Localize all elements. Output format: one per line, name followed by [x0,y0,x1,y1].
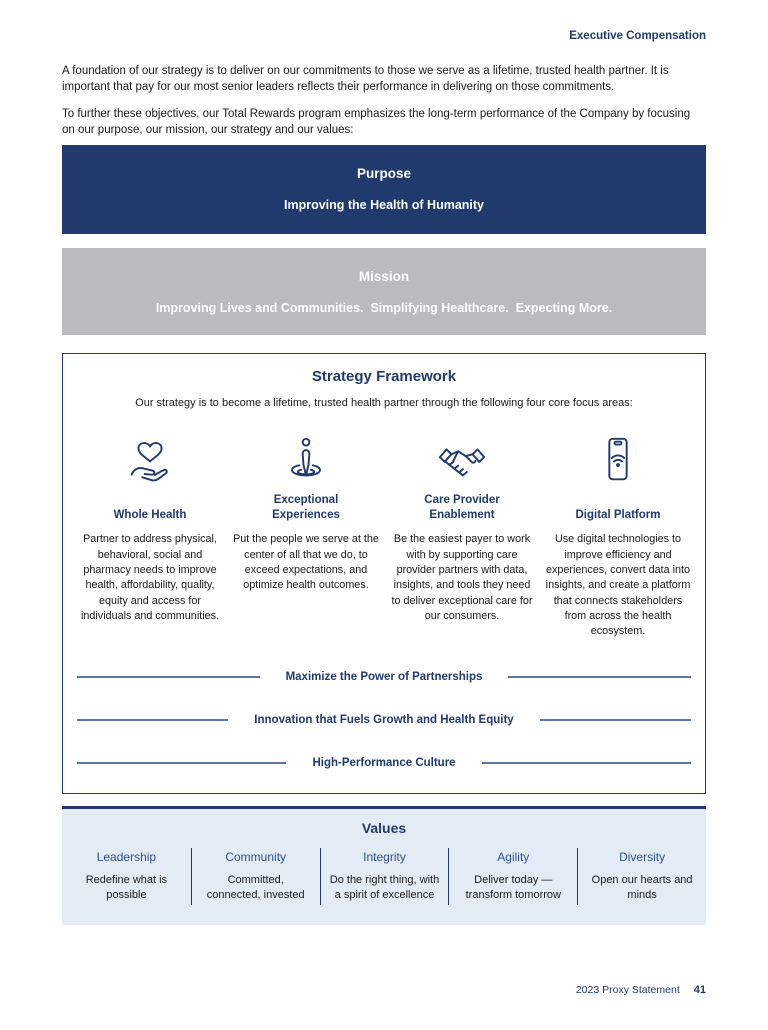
value-name: Agility [497,849,530,864]
handshake-icon [433,431,491,489]
value-description: Committed, connected, invested [206,873,305,901]
value-name: Diversity [619,849,666,864]
value-leadership [62,848,191,906]
mission-text: Improving Lives and Communities. Simplifying Healthcare. Expecting More. [155,301,613,316]
enabler-label: Maximize the Power of Partnerships [285,670,483,683]
focus-area-exceptional-experiences [233,431,379,639]
footer-page-number: 41 [693,984,706,996]
focus-area-whole-health [77,431,223,639]
enabler-rule-left [77,719,228,721]
document-page [0,30,768,925]
purpose-text: Improving the Health of Humanity [283,198,484,213]
enabler-row-innovation [77,714,691,726]
focus-area-description: Use digital technologies to improve efficiency and experiences, convert data into insights, and create a platform that connects stakeholders from across the health ecosystem. [545,533,691,638]
enabler-rule-left [77,762,286,764]
focus-area-care-provider-enablement [389,431,535,639]
footer-document-label: 2023 Proxy Statement [575,984,680,996]
focus-area-description: Be the easiest payer to work with by supporting care provider partners with data, insights, and tools they need to deliver exceptional care for our consumers. [391,533,533,622]
page-footer [576,984,706,996]
value-name: Community [225,849,287,864]
enabler-rule-right [540,719,691,721]
value-agility [448,848,577,906]
value-description: Redefine what is possible [85,873,168,901]
values-panel [62,806,706,926]
focus-area-title: Digital Platform [575,509,661,522]
heart-in-hand-icon [123,431,177,489]
value-community [191,848,320,906]
enabler-rule-right [508,676,691,678]
values-title: Values [361,819,407,836]
focus-areas-grid [77,431,691,639]
value-name: Leadership [96,849,157,864]
intro-paragraphs [62,63,706,138]
person-ripple-icon [279,431,333,489]
purpose-banner [62,145,706,234]
mission-title: Mission [358,269,410,285]
intro-paragraph-1: A foundation of our strategy is to deliver on our commitments to those we serve as a lifetime, trusted health partner. It is important that pay for our most senior leaders reflects their performance in delivering on those commitments. [62,65,669,94]
value-description: Do the right thing, with a spirit of excellence [329,873,440,901]
focus-area-description: Partner to address physical, behavioral, social and pharmacy needs to improve health, affordability, quality, equity and access for individuals and communities. [80,533,220,622]
focus-area-description: Put the people we serve at the center of all that we do, to exceed expectations, and optimize health outcomes. [233,533,379,592]
purpose-title: Purpose [356,166,411,182]
focus-area-title: Whole Health [113,509,187,522]
value-description: Deliver today — transform tomorrow [465,873,561,901]
values-grid [62,848,706,906]
value-name: Integrity [363,849,406,864]
focus-area-digital-platform [545,431,691,639]
focus-area-title: Exceptional Experiences [272,494,340,522]
focus-area-title: Care Provider Enablement [424,494,500,522]
enabler-row-culture [77,757,691,769]
strategy-title: Strategy Framework [311,368,457,386]
enabler-rule-left [77,676,260,678]
section-heading: Executive Compensation [569,30,706,42]
value-description: Open our hearts and minds [591,873,693,901]
intro-paragraph-2: To further these objectives, our Total Rewards program emphasizes the long-term performance of the Company by focusing on our purpose, our mission, our strategy and our values: [62,107,691,136]
smartphone-wifi-icon [591,431,645,489]
enabler-label: High-Performance Culture [312,756,456,769]
enabler-label: Innovation that Fuels Growth and Health Equity [254,713,514,726]
strategy-subtitle: Our strategy is to become a lifetime, trusted health partner through the following four core focus areas: [135,397,633,410]
enabler-row-partnerships [77,671,691,683]
strategy-framework-panel [62,353,706,793]
mission-banner [62,248,706,335]
value-diversity [577,848,706,906]
value-integrity [320,848,449,906]
enabler-rule-right [482,762,691,764]
